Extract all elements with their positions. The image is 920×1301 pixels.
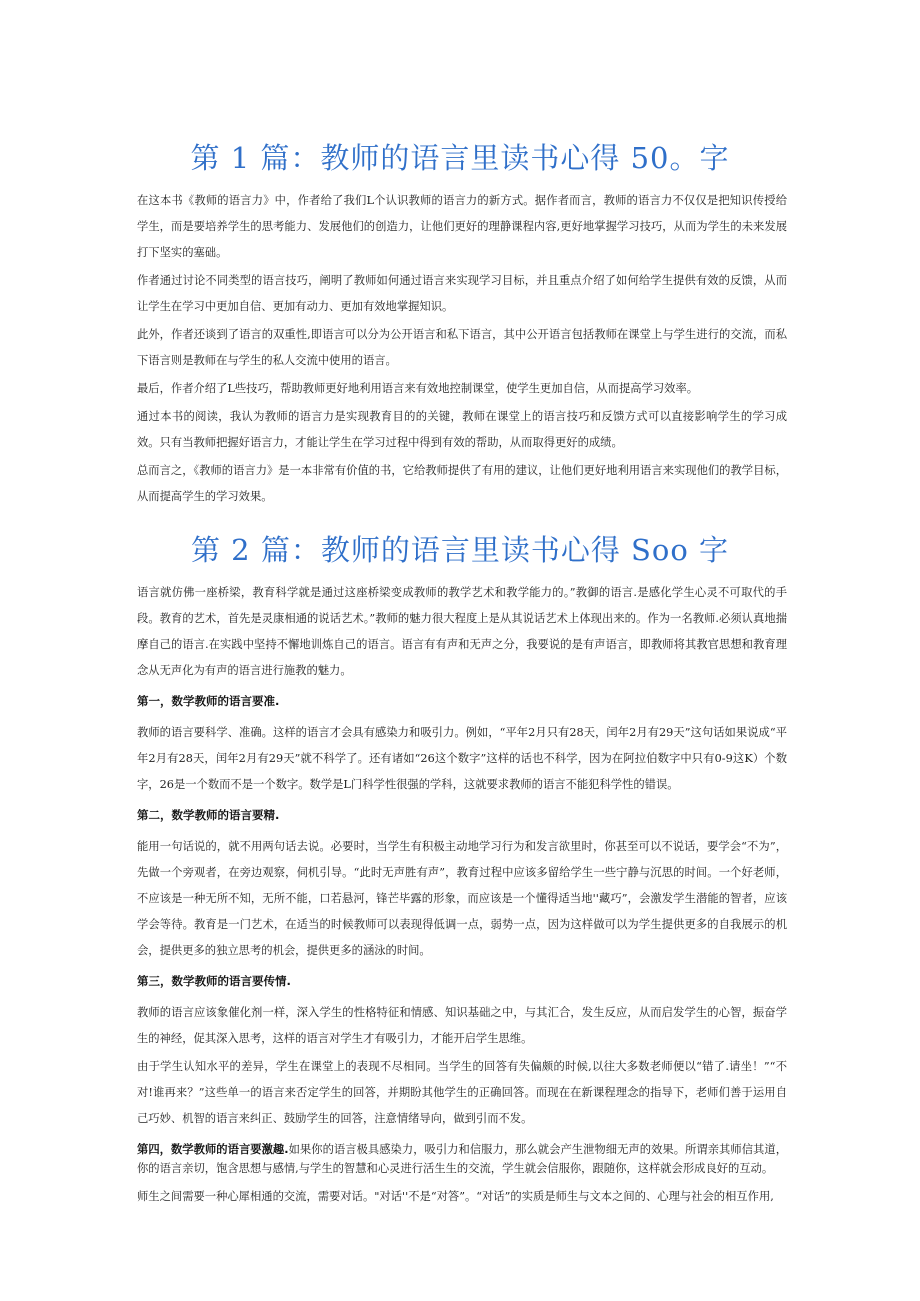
article-2-body [137, 580, 787, 1212]
section-heading: 第二，数学教师的语言要精. [137, 808, 280, 822]
article-1-title: 第 1 篇：教师的语言里读书心得 50。字 [190, 141, 730, 175]
paragraph: 由于学生认知水平的差异，学生在课堂上的表现不尽相同。当学生的回答有失偏颇的时候,以往大多数老师便以“错了.请坐！”“不对!谁再来？”这些单一的语言来否定学生的回答，并期盼其他学生的正确回答。而现在在新课程理念的指导下，老师们善于运用自己巧妙、机智的语言来纠正、鼓励学生的回答，注意情绪导向，做到引而不发。 [137, 1060, 787, 1125]
section-heading: 第四，数学教师的语言要激趣. [137, 1143, 289, 1156]
article-2-title: 第 2 篇：教师的语言里读书心得 Soo 字 [190, 533, 730, 567]
paragraph: 师生之间需要一种心犀相通的交流，需要对话。"对话''不是“对答”。“对话”的实质是师生与文本之间的、心理与社会的相互作用, [137, 1190, 774, 1203]
paragraph [137, 1140, 787, 1178]
paragraph: 通过本书的阅读，我认为教师的语言力是实现教育目的的关键，教师在课堂上的语言技巧和反馈方式可以直接影响学生的学习成效。只有当教师把握好语言力，才能让学生在学习过程中得到有效的帮助，从而取得更好的成绩。 [137, 410, 787, 449]
paragraph: 最后，作者介绍了L些技巧，帮助教师更好地利用语言来有效地控制课堂，使学生更加自信，从而提高学习效率。 [137, 382, 699, 395]
paragraph: 作者通过讨论不同类型的语言技巧，阐明了教师如何通过语言来实现学习目标，并且重点介绍了如何给学生提供有效的反馈，从而让学生在学习中更加自信、更加有动力、更加有效地掌握知识。 [137, 274, 787, 313]
paragraph: 教师的语言应该象催化剂一样，深入学生的性格特征和情感、知识基础之中，与其汇合，发生反应，从而启发学生的心智，振奋学生的神经，促其深入思考，这样的语言对学生才有吸引力，才能开启学生思维。 [137, 1006, 787, 1045]
paragraph: 总而言之，《教师的语言力》是一本非常有价值的书，它给教师提供了有用的建议，让他们更好地利用语言来实现他们的教学目标，从而提高学生的学习效果。 [137, 464, 787, 503]
article-1-body [137, 188, 787, 512]
section-heading: 第三，数学教师的语言要传情. [137, 974, 291, 988]
paragraph: 在这本书《教师的语言力》中，作者给了我们L个认识教师的语言力的新方式。据作者而言，教师的语言力不仅仅是把知识传授给学生，而是要培养学生的思考能力、发展他们的创造力，让他们更好的理静课程内容,更好地掌握学习技巧，从而为学生的未来发展打下坚实的塞础。 [137, 194, 787, 259]
section-heading: 第一，数学教师的语言要准. [137, 694, 280, 708]
paragraph: 此外，作者还谈到了语言的双重性,即语言可以分为公开语言和私下语言，其中公开语言包括教师在课堂上与学生进行的交流，而私下语言则是教师在与学生的私人交流中使用的语言。 [137, 328, 787, 367]
paragraph: 教师的语言要科学、准确。这样的语言才会具有感染力和吸引力。例如，“平年2月只有28天，闰年2月有29天”这句话如果说成“平年2月有28天，闰年2月有29天”就不科学了。还有诸如“26这个数字”这样的话也不科学，因为在阿拉伯数字中只有0-9这K）个数字，26是一个数而不是一个数字。数学是L门科学性很强的学科，这就要求教师的语言不能犯科学性的错误。 [137, 726, 787, 791]
paragraph: 能用一句话说的，就不用两句话去说。必要时，当学生有积极主动地学习行为和发言欲里时，你甚至可以不说话，要学会“不为”，先做一个旁观者，在旁边观察，伺机引导。“此时无声胜有声”，教育过程中应该多留给学生一些宁静与沉思的时间。一个好老师，不应该是一种无所不知，无所不能，口若悬河，锋芒毕露的形象，而应该是一个懂得适当地''藏巧”，会激发学生潜能的智者，应该学会等待。教育是一门艺术，在适当的时候教师可以表现得低调一点，弱势一点，因为这样做可以为学生提供更多的自我展示的机会，提供更多的独立思考的机会，提供更多的涵泳的时间。 [137, 840, 787, 957]
paragraph-text: 如果你的语言极具感染力，吸引力和信服力，那么就会产生泄物细无声的效果。所谓亲其师信其道，你的语言亲切，饱含思想与感情,与学生的智慧和心灵进行活生生的交流，学生就会信服你，跟随你，这样就会形成良好的互动。 [137, 1143, 787, 1175]
paragraph: 语言就仿佛一座桥梁，教育科学就是通过这座桥梁变成教师的教学艺术和教学能力的。”教御的语言.是感化学生心灵不可取代的手段。教育的艺术，首先是灵康相通的说话艺术。”教师的魅力很大程度上是从其说话艺术上体现出来的。作为一名教师.必须认真地揣摩自己的语言.在实践中坚持不懈地训炼自己的语言。语言有有声和无声之分，我要说的是有声语言，即教师将其教官思想和教育理念从无声化为有声的语言进行施教的魅力。 [137, 586, 787, 677]
